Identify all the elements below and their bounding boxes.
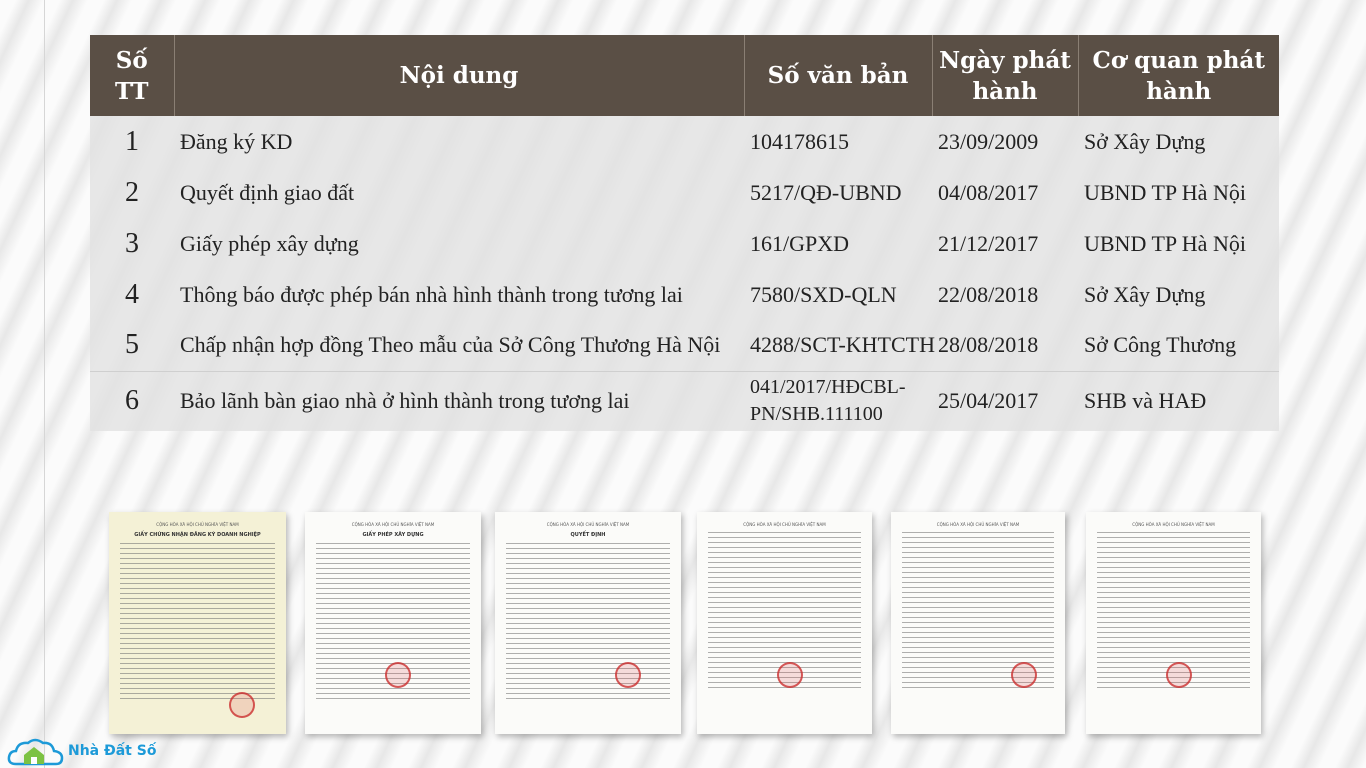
- document-thumbnail: [109, 512, 286, 734]
- thumbnail-header: CỘNG HÒA XÃ HỘI CHỦ NGHĨA VIỆT NAM: [156, 522, 239, 527]
- logo-text: Nhà Đất Số: [68, 742, 157, 759]
- thumbnail-header: CỘNG HÒA XÃ HỘI CHỦ NGHĨA VIỆT NAM: [351, 522, 435, 527]
- document-thumbnail: [697, 512, 872, 734]
- table-row: [90, 371, 1279, 431]
- row-document-number: 7580/SXD-QLN: [744, 269, 932, 320]
- legal-documents-table: [90, 35, 1279, 431]
- document-thumbnail: [305, 512, 481, 734]
- header-number: Số văn bản: [744, 35, 932, 116]
- document-thumbnail: [891, 512, 1065, 734]
- row-issuing-agency: UBND TP Hà Nội: [1078, 167, 1279, 218]
- row-content: Thông báo được phép bán nhà hình thành trong tương lai: [174, 269, 744, 320]
- header-content: Nội dung: [174, 35, 744, 116]
- row-issue-date: 23/09/2009: [932, 116, 1078, 167]
- thumbnail-text-lines: [506, 543, 670, 703]
- row-content: Đăng ký KD: [174, 116, 744, 167]
- thumbnail-header: CỘNG HÒA XÃ HỘI CHỦ NGHĨA VIỆT NAM: [743, 522, 826, 527]
- row-issue-date: 04/08/2017: [932, 167, 1078, 218]
- row-content: Bảo lãnh bàn giao nhà ở hình thành trong tương lai: [174, 371, 744, 431]
- row-issue-date: 28/08/2018: [932, 320, 1078, 371]
- row-document-number: 161/GPXD: [744, 218, 932, 269]
- thumbnail-header: CỘNG HÒA XÃ HỘI CHỦ NGHĨA VIỆT NAM: [546, 522, 630, 527]
- thumbnail-title: GIẤY CHỨNG NHẬN ĐĂNG KÝ DOANH NGHIỆP: [134, 532, 261, 538]
- table-header-row: [90, 35, 1279, 116]
- thumbnail-header: CỘNG HÒA XÃ HỘI CHỦ NGHĨA VIỆT NAM: [1132, 522, 1215, 527]
- row-issuing-agency: Sở Xây Dựng: [1078, 116, 1279, 167]
- row-content: Giấy phép xây dựng: [174, 218, 744, 269]
- thumbnail-header: CỘNG HÒA XÃ HỘI CHỦ NGHĨA VIỆT NAM: [936, 522, 1020, 527]
- row-issuing-agency: UBND TP Hà Nội: [1078, 218, 1279, 269]
- brand-logo: [6, 733, 166, 768]
- table-row: [90, 218, 1279, 269]
- row-number: 2: [90, 167, 174, 218]
- thumbnail-title: QUYẾT ĐỊNH: [570, 532, 606, 538]
- red-stamp-icon: [229, 692, 255, 718]
- header-stt: Số TT: [90, 35, 174, 116]
- row-issue-date: 22/08/2018: [932, 269, 1078, 320]
- row-number: 3: [90, 218, 174, 269]
- row-number: 4: [90, 269, 174, 320]
- red-stamp-icon: [1166, 662, 1192, 688]
- row-content: Quyết định giao đất: [174, 167, 744, 218]
- table-row: [90, 167, 1279, 218]
- row-issue-date: 21/12/2017: [932, 218, 1078, 269]
- table-row: [90, 116, 1279, 167]
- document-thumbnail: [1086, 512, 1261, 734]
- row-issuing-agency: SHB và HAĐ: [1078, 371, 1279, 431]
- header-date: Ngày phát hành: [932, 35, 1078, 116]
- left-divider: [44, 0, 45, 768]
- row-number: 5: [90, 320, 174, 371]
- red-stamp-icon: [615, 662, 641, 688]
- document-thumbnail: [495, 512, 681, 734]
- row-issuing-agency: Sở Công Thương: [1078, 320, 1279, 371]
- row-issue-date: 25/04/2017: [932, 371, 1078, 431]
- row-issuing-agency: Sở Xây Dựng: [1078, 269, 1279, 320]
- row-document-number: 041/2017/HĐCBL-PN/SHB.111100: [744, 371, 932, 431]
- thumbnail-text-lines: [120, 543, 275, 703]
- thumbnail-title: GIẤY PHÉP XÂY DỰNG: [362, 532, 424, 538]
- table-row: [90, 269, 1279, 320]
- row-document-number: 5217/QĐ-UBND: [744, 167, 932, 218]
- header-agency: Cơ quan phát hành: [1078, 35, 1279, 116]
- row-document-number: 4288/SCT-KHTCTH: [744, 320, 932, 371]
- row-content: Chấp nhận hợp đồng Theo mẫu của Sở Công Thương Hà Nội: [174, 320, 744, 371]
- row-number: 1: [90, 116, 174, 167]
- house-cloud-icon: [6, 734, 66, 768]
- red-stamp-icon: [1011, 662, 1037, 688]
- row-document-number: 104178615: [744, 116, 932, 167]
- red-stamp-icon: [385, 662, 411, 688]
- table-row: [90, 320, 1279, 371]
- row-number: 6: [90, 371, 174, 431]
- red-stamp-icon: [777, 662, 803, 688]
